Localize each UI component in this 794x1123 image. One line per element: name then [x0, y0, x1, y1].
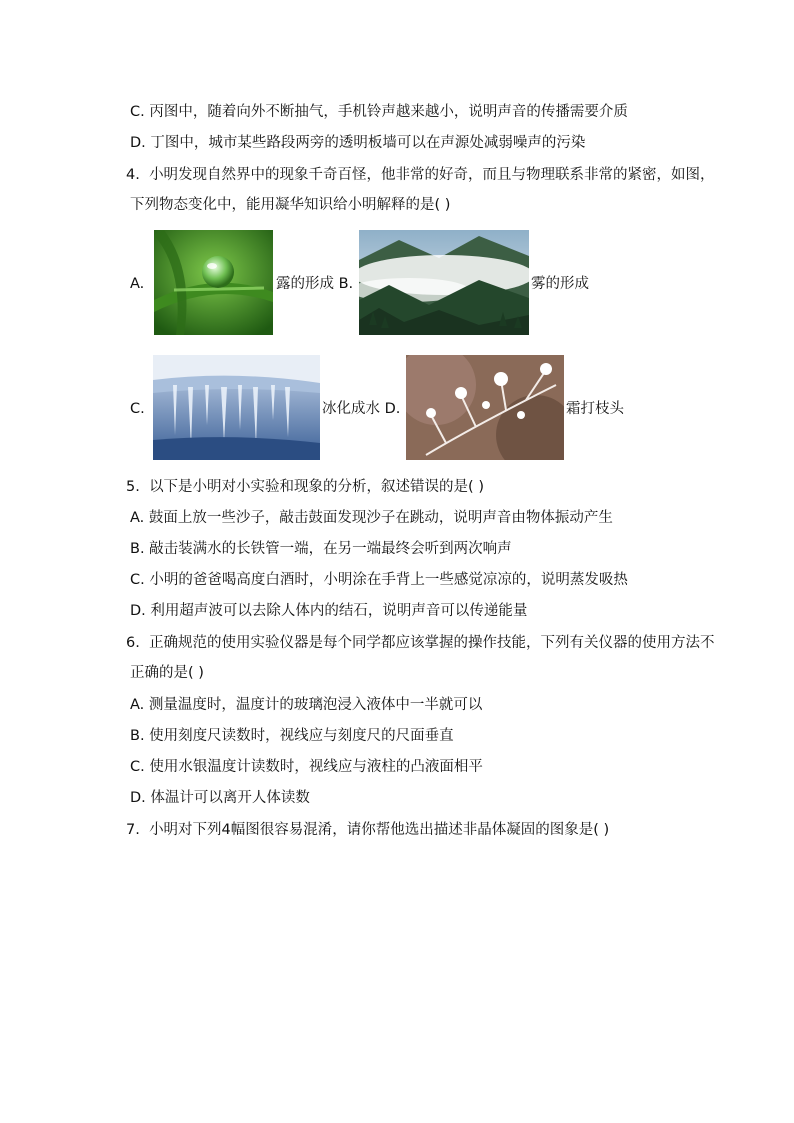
q5-stem: [126, 477, 484, 497]
q4-option-a-caption: 露的形成 B.: [276, 276, 354, 292]
icicles-photo-icon: [153, 355, 320, 460]
frost-branch-photo-icon: [406, 355, 564, 460]
q4-text-line1: 小明发现自然界中的现象千奇百怪，他非常的好奇，而且与物理联系非常的紧密，如图，: [149, 167, 715, 183]
q5-option-a: A. 鼓面上放一些沙子，敲击鼓面发现沙子在跳动，说明声音由物体振动产生: [130, 510, 613, 526]
q5-option-c: C. 小明的爸爸喝高度白酒时，小明涂在手背上一些感觉凉凉的，说明蒸发吸热: [130, 572, 628, 588]
dewdrop-photo-icon: [154, 230, 273, 335]
q4-stem-line1: [126, 165, 715, 185]
q4-option-c-label: C.: [130, 401, 145, 417]
q6-stem-line2: 正确的是( ): [130, 665, 204, 681]
q6-option-b: B. 使用刻度尺读数时，视线应与刻度尺的尺面垂直: [130, 728, 454, 744]
q4-number: 4.: [126, 167, 140, 183]
q3-option-d: D. 丁图中，城市某些路段两旁的透明板墙可以在声源处减弱噪声的污染: [130, 135, 586, 151]
q7-text: 小明对下列4幅图很容易混淆，请你帮他选出描述非晶体凝固的图象是( ): [149, 822, 610, 838]
q5-number: 5.: [126, 479, 140, 495]
q6-stem-line1: [126, 633, 715, 653]
q6-text-line1: 正确规范的使用实验仪器是每个同学都应该掌握的操作技能，下列有关仪器的使用方法不: [149, 635, 715, 651]
q4-option-a-label: A.: [130, 276, 145, 292]
q4-option-b-caption: 雾的形成: [531, 276, 589, 292]
q7-number: 7.: [126, 822, 140, 838]
fog-mountain-photo-icon: [359, 230, 529, 335]
q5-option-b: B. 敲击装满水的长铁管一端，在另一端最终会听到两次响声: [130, 541, 512, 557]
q6-option-d: D. 体温计可以离开人体读数: [130, 790, 310, 806]
q4-stem-line2: 下列物态变化中，能用凝华知识给小明解释的是( ): [130, 197, 451, 213]
q6-option-a: A. 测量温度时，温度计的玻璃泡浸入液体中一半就可以: [130, 697, 483, 713]
q4-option-d-caption: 霜打枝头: [566, 401, 624, 417]
q6-number: 6.: [126, 635, 140, 651]
q7-stem: [126, 820, 609, 840]
q3-option-c: C. 丙图中，随着向外不断抽气，手机铃声越来越小，说明声音的传播需要介质: [130, 104, 628, 120]
q4-option-c-caption: 冰化成水 D.: [322, 401, 401, 417]
q5-option-d: D. 利用超声波可以去除人体内的结石，说明声音可以传递能量: [130, 603, 528, 619]
q5-text: 以下是小明对小实验和现象的分析，叙述错误的是( ): [149, 479, 484, 495]
q6-option-c: C. 使用水银温度计读数时，视线应与液柱的凸液面相平: [130, 759, 483, 775]
